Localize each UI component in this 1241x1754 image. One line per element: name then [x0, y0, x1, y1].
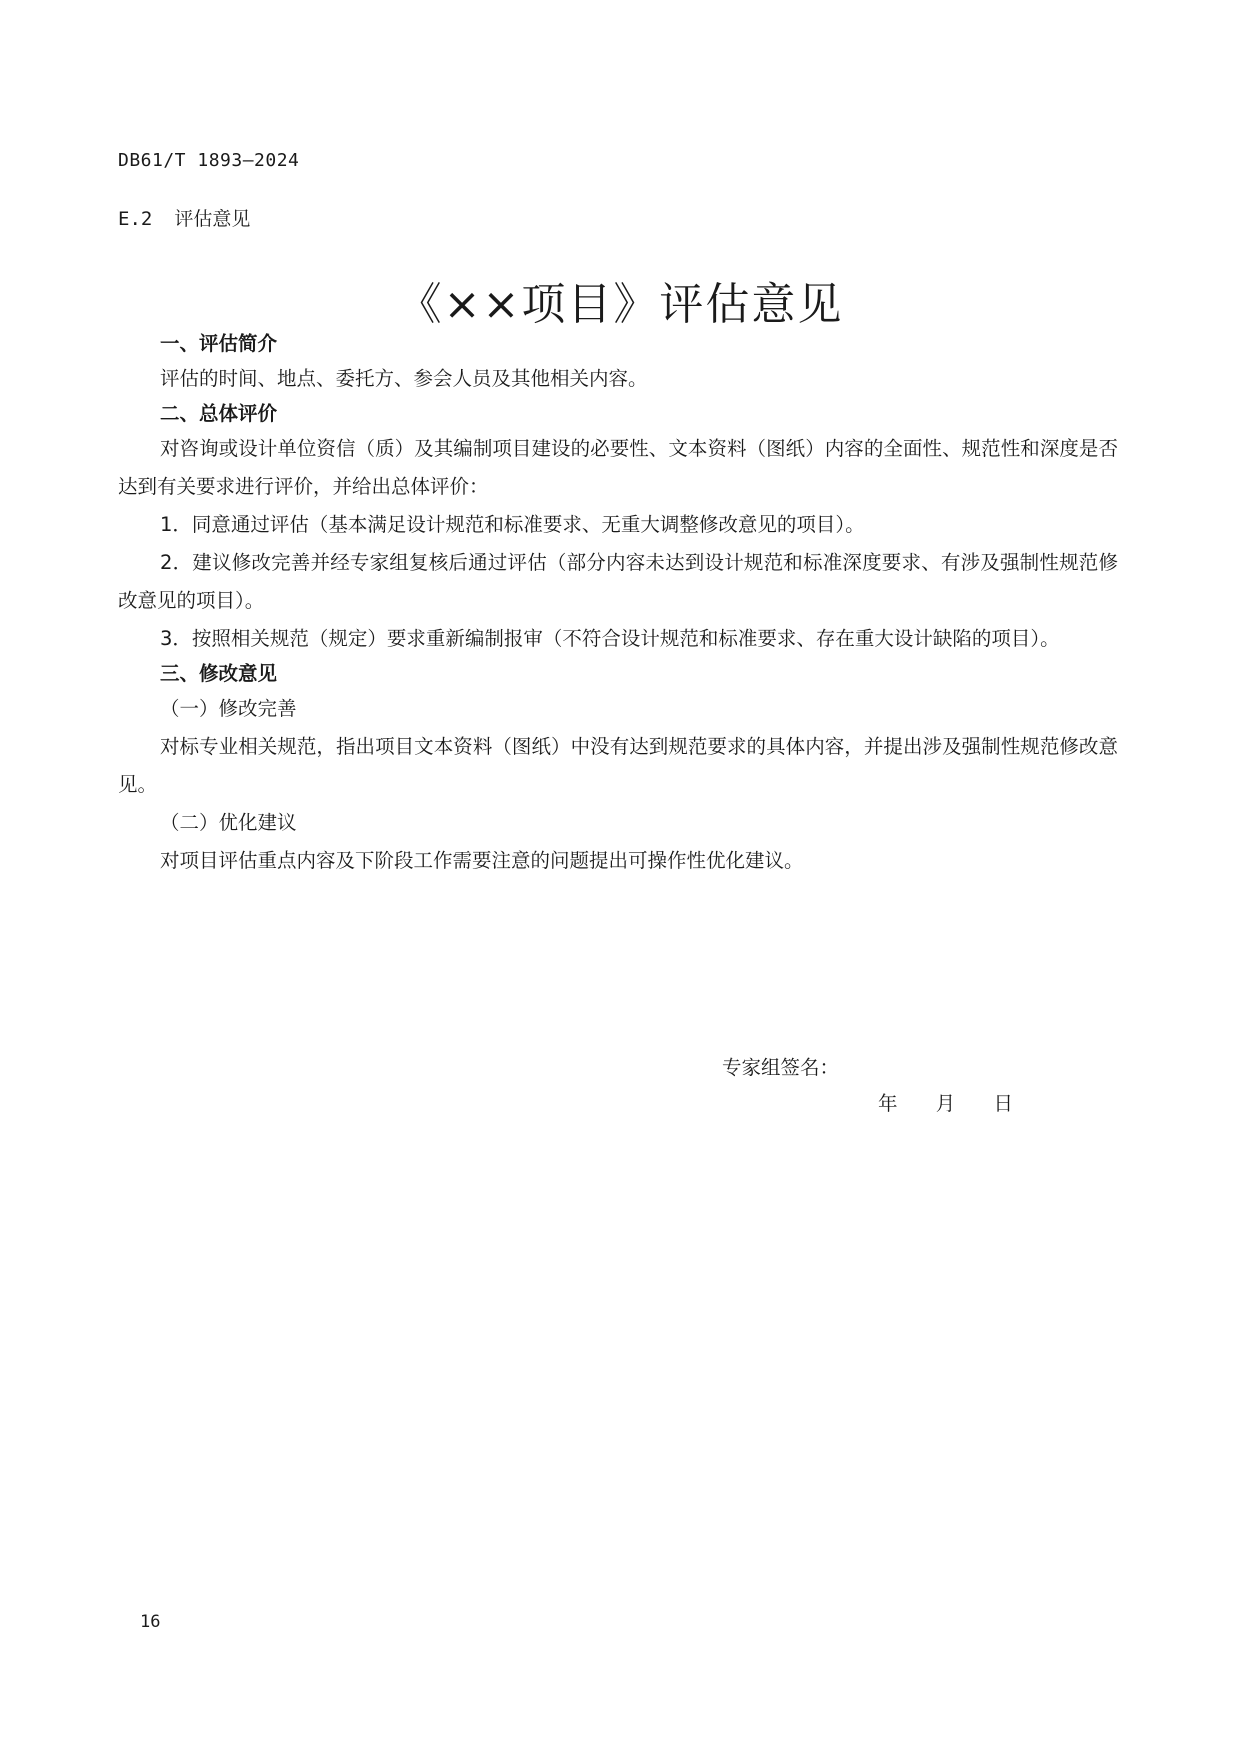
- date-day: 日: [993, 1092, 1013, 1115]
- paragraph-assessment-intro: 评估的时间、地点、委托方、参会人员及其他相关内容。: [160, 367, 648, 390]
- date-year: 年: [878, 1092, 898, 1115]
- date-month: 月: [935, 1092, 956, 1115]
- section-title: 评估意见: [174, 208, 251, 230]
- page-number: 16: [140, 1612, 161, 1632]
- list-item-revise: 2．建议修改完善并经专家组复核后通过评估（部分内容未达到设计规范和标准深度要求、有涉及强制性规范修改意见的项目）。: [118, 551, 1118, 612]
- section-number: E.2: [118, 208, 153, 230]
- heading-overall-evaluation: 二、总体评价: [160, 402, 278, 425]
- signature-label: 专家组签名：: [722, 1056, 840, 1079]
- document-body: [118, 328, 1118, 880]
- heading-assessment-intro: 一、评估简介: [160, 332, 278, 355]
- document-title: 《××项目》评估意见: [397, 279, 844, 330]
- paragraph-optimization: 对项目评估重点内容及下阶段工作需要注意的问题提出可操作性优化建议。: [160, 849, 804, 872]
- standard-code: DB61/T 1893—2024: [118, 150, 300, 171]
- heading-revision-opinions: 三、修改意见: [160, 662, 278, 685]
- list-item-resubmit: 3．按照相关规范（规定）要求重新编制报审（不符合设计规范和标准要求、存在重大设计缺陷的项目）。: [160, 627, 1060, 650]
- subheading-optimization: （二）优化建议: [160, 811, 297, 834]
- list-item-approve: 1．同意通过评估（基本满足设计规范和标准要求、无重大调整修改意见的项目）。: [160, 513, 865, 536]
- date-line: [878, 1088, 1045, 1116]
- subheading-revise-improve: （一）修改完善: [160, 697, 297, 720]
- paragraph-revise-improve: 对标专业相关规范，指出项目文本资料（图纸）中没有达到规范要求的具体内容，并提出涉及强制性规范修改意见。: [118, 735, 1118, 796]
- section-label: [118, 204, 250, 231]
- paragraph-overall-evaluation: 对咨询或设计单位资信（质）及其编制项目建设的必要性、文本资料（图纸）内容的全面性、规范性和深度是否达到有关要求进行评价，并给出总体评价：: [118, 437, 1118, 498]
